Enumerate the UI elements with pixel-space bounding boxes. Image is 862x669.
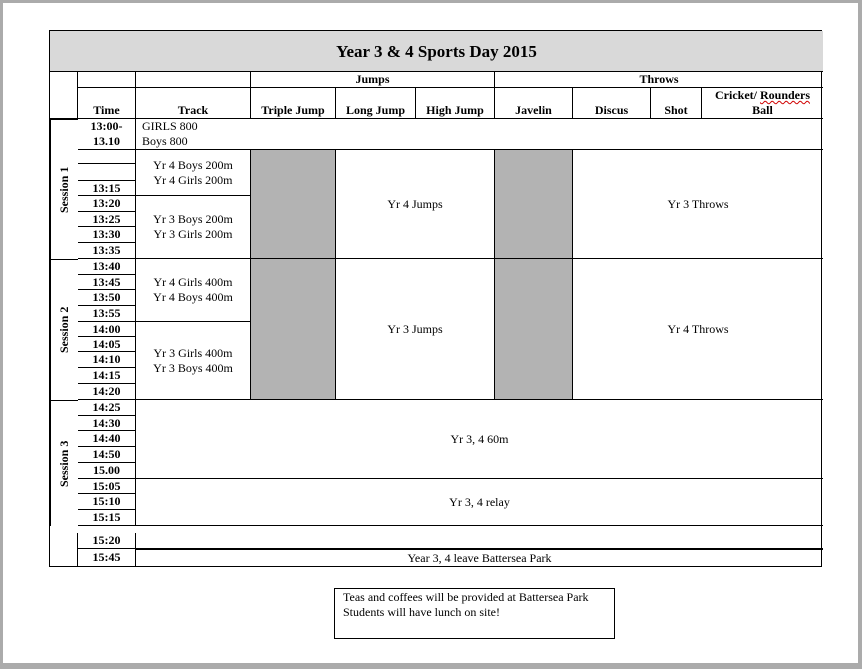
time-cell: 15:10 — [78, 494, 136, 510]
time-cell: 13:40 — [78, 259, 136, 275]
column-header-high-jump: High Jump — [416, 88, 495, 119]
note-line: Teas and coffees will be provided at Battersea Park — [343, 590, 589, 604]
session-3-relay: Yr 3, 4 relay — [136, 479, 823, 526]
header-blank-cell — [78, 72, 136, 88]
header-line — [715, 88, 810, 103]
column-header-time: Time — [78, 88, 136, 119]
column-header-discus: Discus — [573, 88, 651, 119]
time-cell: 13:45 — [78, 275, 136, 290]
leave-park-row: Year 3, 4 leave Battersea Park — [136, 549, 823, 566]
session-2-throws: Yr 4 Throws — [573, 259, 823, 400]
time-cell: 14:50 — [78, 447, 136, 463]
track-yr4-200m — [136, 150, 251, 196]
column-header-long-jump: Long Jump — [336, 88, 416, 119]
session-1-throws: Yr 3 Throws — [573, 150, 823, 259]
blocked-cell — [495, 150, 573, 259]
time-cell: 15:05 — [78, 479, 136, 494]
track-event-text: GIRLS 800 — [142, 119, 198, 133]
track-event-text: Yr 3 Boys 200m — [153, 212, 233, 226]
track-event-text: Yr 3 Girls 400m — [153, 345, 233, 360]
notes-box — [334, 588, 615, 639]
time-cell: 15:20 — [78, 533, 136, 549]
blocked-cell — [495, 259, 573, 400]
time-text: 13.10 — [93, 134, 120, 148]
session-1-jumps: Yr 4 Jumps — [336, 150, 495, 259]
time-cell — [78, 150, 136, 164]
header-text: Rounders — [759, 88, 810, 102]
document-page — [3, 3, 858, 663]
time-cell: 13:55 — [78, 306, 136, 322]
track-yr3-400m — [136, 322, 251, 400]
page-title: Year 3 & 4 Sports Day 2015 — [50, 31, 823, 72]
column-header-triple-jump: Triple Jump — [251, 88, 336, 119]
time-cell: 13:25 — [78, 212, 136, 227]
time-cell: 14:40 — [78, 431, 136, 447]
time-cell: 14:25 — [78, 400, 136, 416]
track-yr3-200m — [136, 196, 251, 259]
time-cell: 14:00 — [78, 322, 136, 337]
time-cell: 15:45 — [78, 549, 136, 566]
group-header-throws: Throws — [495, 72, 823, 88]
time-cell: 13:15 — [78, 181, 136, 196]
column-header-shot: Shot — [651, 88, 702, 119]
time-cell: 14:10 — [78, 352, 136, 368]
time-cell: 14:15 — [78, 368, 136, 384]
session-1-label: Session 1 — [50, 119, 78, 259]
header-line: Ball — [752, 103, 773, 117]
header-blank-cell — [136, 72, 251, 88]
track-800-row — [136, 119, 823, 150]
time-cell: 13:20 — [78, 196, 136, 212]
time-cell: 15:15 — [78, 510, 136, 526]
column-header-javelin: Javelin — [495, 88, 573, 119]
schedule-table-end — [49, 533, 822, 567]
schedule-table — [49, 30, 822, 567]
track-event-text: Yr 4 Girls 200m — [153, 172, 233, 187]
track-event-text: Yr 4 Girls 400m — [153, 275, 233, 289]
time-text: 13:00- — [90, 119, 123, 133]
column-header-track: Track — [136, 88, 251, 119]
session-3-label: Session 3 — [50, 400, 78, 526]
session-3-continued — [50, 533, 78, 566]
track-event-text: Yr 4 Boys 200m — [153, 157, 233, 172]
time-cell: 13:30 — [78, 227, 136, 243]
header-blank-cell — [50, 72, 78, 119]
track-event-text: Yr 3 Girls 200m — [153, 227, 233, 241]
time-cell — [78, 164, 136, 181]
time-cell: 14:05 — [78, 337, 136, 352]
group-header-jumps: Jumps — [251, 72, 495, 88]
time-cell — [78, 119, 136, 150]
time-cell: 14:30 — [78, 416, 136, 431]
time-cell: 15.00 — [78, 463, 136, 479]
column-header-cricket-rounders-ball — [702, 88, 823, 119]
time-cell: 13:50 — [78, 290, 136, 306]
time-cell: 14:20 — [78, 384, 136, 400]
track-event-text: Yr 4 Boys 400m — [153, 290, 233, 304]
session-2-label: Session 2 — [50, 259, 78, 400]
blocked-cell — [251, 259, 336, 400]
track-yr4-400m — [136, 259, 251, 322]
track-event-text: Boys 800 — [142, 134, 188, 148]
note-line: Students will have lunch on site! — [343, 605, 500, 619]
session-3-60m: Yr 3, 4 60m — [136, 400, 823, 479]
session-2-jumps: Yr 3 Jumps — [336, 259, 495, 400]
blocked-cell — [251, 150, 336, 259]
relay-continued — [136, 533, 823, 549]
track-event-text: Yr 3 Boys 400m — [153, 360, 233, 375]
time-cell: 13:35 — [78, 243, 136, 259]
header-text: Cricket/ — [715, 88, 760, 102]
